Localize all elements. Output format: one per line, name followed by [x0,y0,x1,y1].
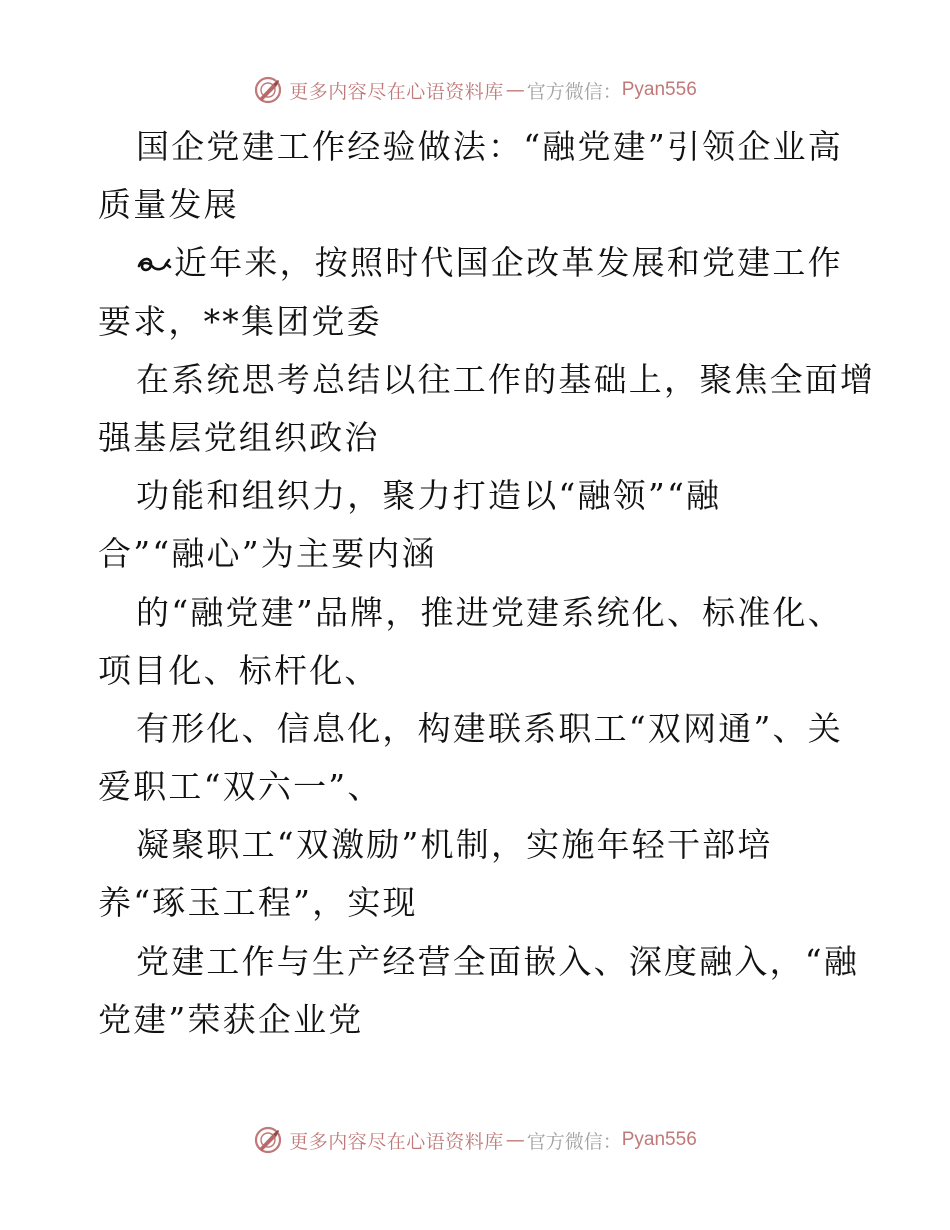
watermark-dash: — [505,1129,525,1151]
document-line: 养“琢玉工程”，实现 [98,883,418,923]
document-line: 质量发展 [98,185,239,225]
document-line: 党建”荣获企业党 [98,999,364,1039]
document-body [98,118,876,1049]
document-line: 国企党建工作经验做法：“融党建”引领企业高 [136,127,843,166]
document-line: 有形化、信息化，构建联系职工“双网通”、关 [136,708,843,748]
document-line: 爱职工“双六一”、 [98,767,383,807]
watermark-id: Pyan556 [621,1129,697,1150]
document-line: 的“融党建”品牌，推进党建系统化、标准化、 [136,592,843,632]
header-watermark [0,70,950,110]
document-line: 要求，**集团党委 [98,301,382,341]
document-line: 合”“融心”为主要内涵 [98,534,437,574]
footer-watermark [0,1120,950,1160]
document-line: 项目化、标杆化、 [98,650,380,690]
document-line: 强基层党组织政治 [98,417,380,457]
document-line-text: 近年来，按照时代国企改革发展和党建工作 [174,243,843,283]
watermark-prefix: 更多内容尽在心语资料库 [289,80,504,103]
watermark-label: 官方微信： [526,1130,622,1153]
document-line: 凝聚职工“双激励”机制，实施年轻干部培 [136,825,773,865]
document-line: 功能和组织力，聚力打造以“融领”“融 [136,476,722,516]
watermark-label: 官方微信： [526,80,622,103]
pen-nib-circle-icon [253,75,283,105]
swash-ornament-icon [136,251,172,277]
pen-nib-circle-icon [253,1125,283,1155]
document-line: 党建工作与生产经营全面嵌入、深度融入，“融 [136,941,860,981]
document-line: 在系统思考总结以往工作的基础上，聚焦全面增 [136,359,876,399]
watermark-prefix: 更多内容尽在心语资料库 [289,1130,504,1153]
watermark-dash: — [505,79,525,101]
watermark-id: Pyan556 [621,79,697,100]
document-line [98,234,858,292]
